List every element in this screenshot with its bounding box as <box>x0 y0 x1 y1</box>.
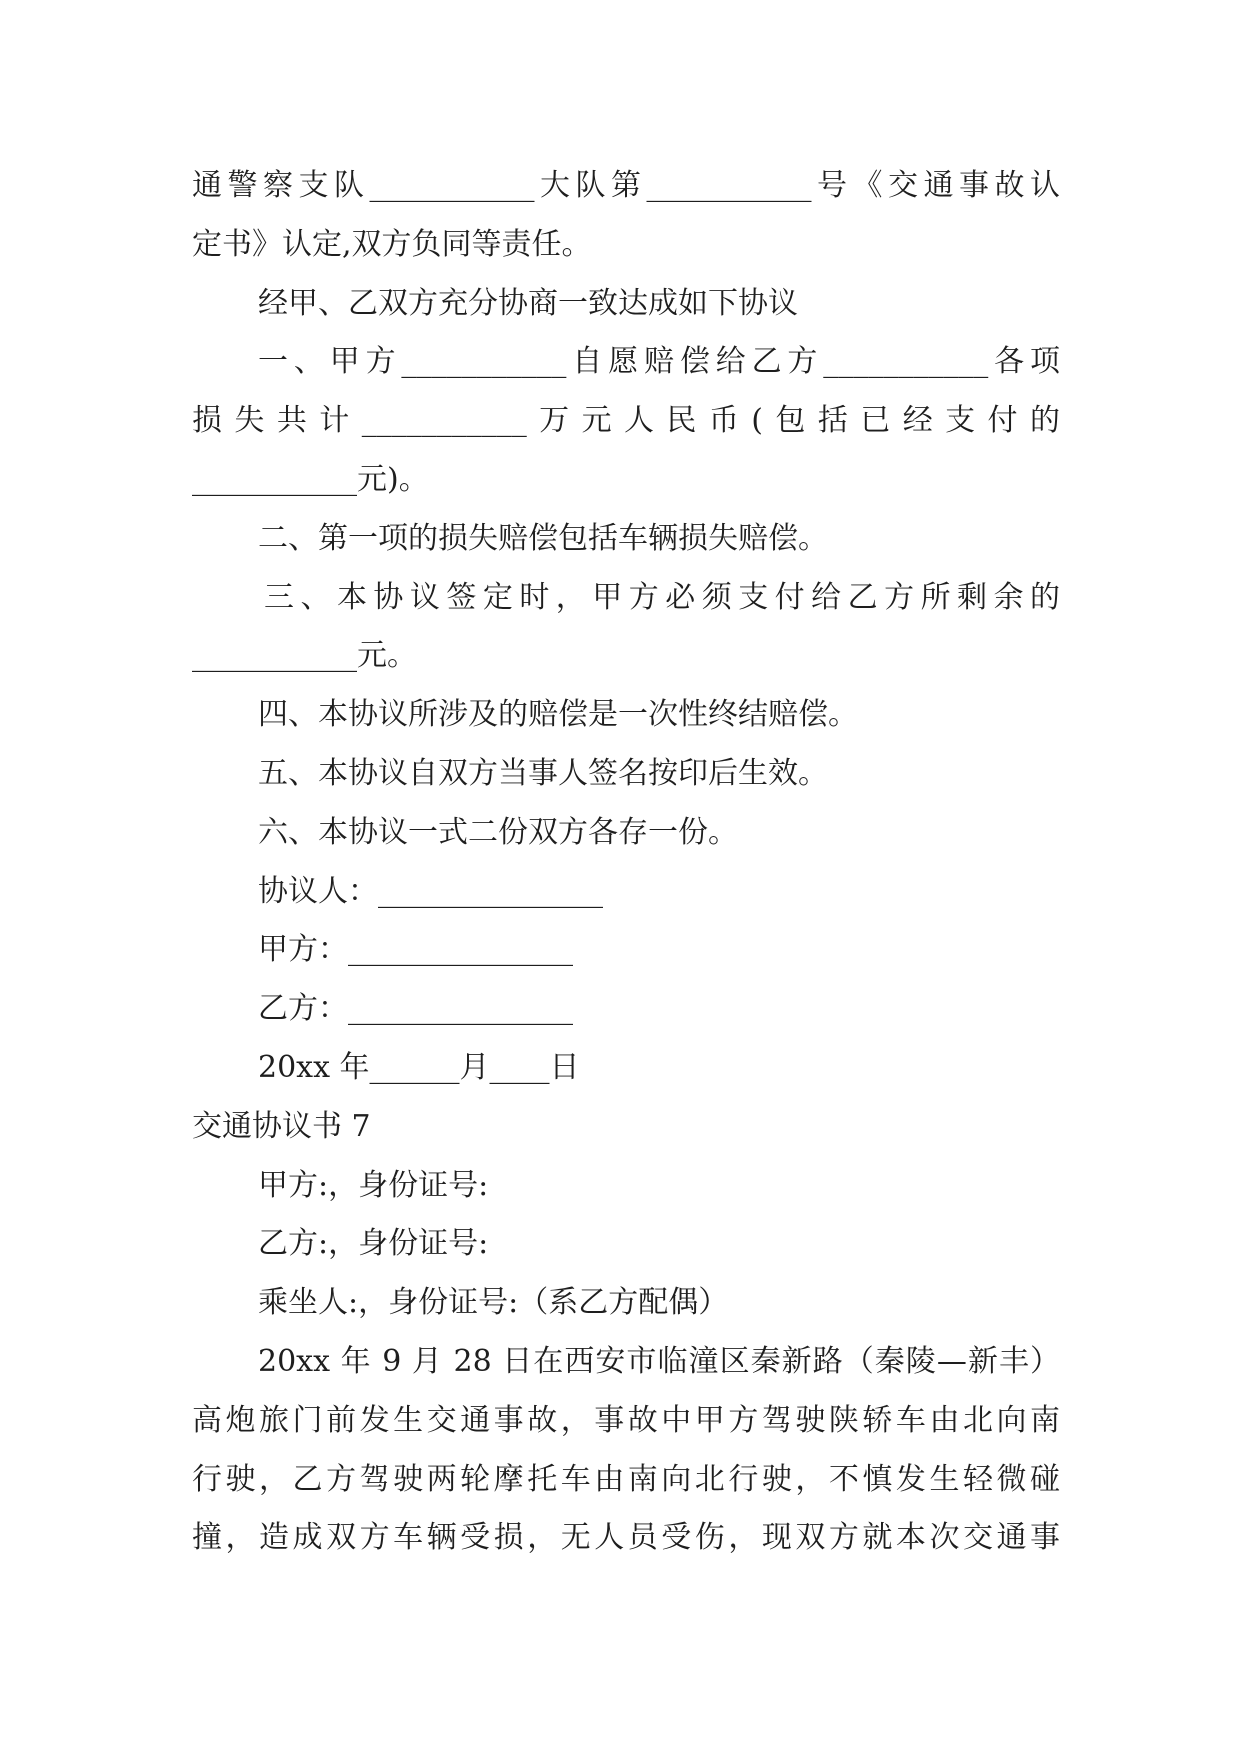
text-line: 经甲、乙双方充分协商一致达成如下协议 <box>258 285 798 321</box>
party-b-id: 乙方:，身份证号: <box>258 1226 489 1262</box>
clause-2: 二、第一项的损失赔偿包括车辆损失赔偿。 <box>258 520 828 556</box>
document-page <box>192 157 1060 1568</box>
clause-4: 四、本协议所涉及的赔偿是一次性终结赔偿。 <box>258 697 858 733</box>
text-line: 撞，造成双方车辆受损，无人员受伤，现双方就本次交通事 <box>192 1520 1060 1556</box>
text-line: 损失共计___________万元人民币(包括已经支付的 <box>192 403 1060 439</box>
clause-1: 一、甲方___________自愿赔偿给乙方___________各项 <box>258 344 1060 380</box>
clause-3: 三、本协议签定时，甲方必须支付给乙方所剩余的 <box>264 579 1060 615</box>
party-a-id: 甲方:，身份证号: <box>258 1167 489 1203</box>
section-title: 交通协议书 7 <box>192 1108 371 1144</box>
text-line: 高炮旅门前发生交通事故，事故中甲方驾驶陕轿车由北向南 <box>192 1402 1060 1438</box>
text-line: 行驶，乙方驾驶两轮摩托车由南向北行驶，不慎发生轻微碰 <box>192 1461 1060 1497</box>
date-line: 20xx 年______月____日 <box>258 1049 580 1085</box>
party-b-signature: 乙方：_______________ <box>258 991 573 1027</box>
clause-6: 六、本协议一式二份双方各存一份。 <box>258 814 738 850</box>
text-line: 通警察支队___________大队第___________号《交通事故认 <box>192 168 1060 203</box>
text-line: 定书》认定,双方负同等责任。 <box>192 226 592 262</box>
text-line: ___________元)。 <box>192 461 429 497</box>
passenger-id: 乘坐人:，身份证号:（系乙方配偶） <box>258 1285 729 1321</box>
text-line: 20xx 年 9 月 28 日在西安市临潼区秦新路（秦陵—新丰） <box>258 1343 1060 1379</box>
signatory-line: 协议人：_______________ <box>258 873 603 909</box>
party-a-signature: 甲方：_______________ <box>258 932 573 968</box>
text-line: ___________元。 <box>192 638 417 674</box>
clause-5: 五、本协议自双方当事人签名按印后生效。 <box>258 755 828 791</box>
